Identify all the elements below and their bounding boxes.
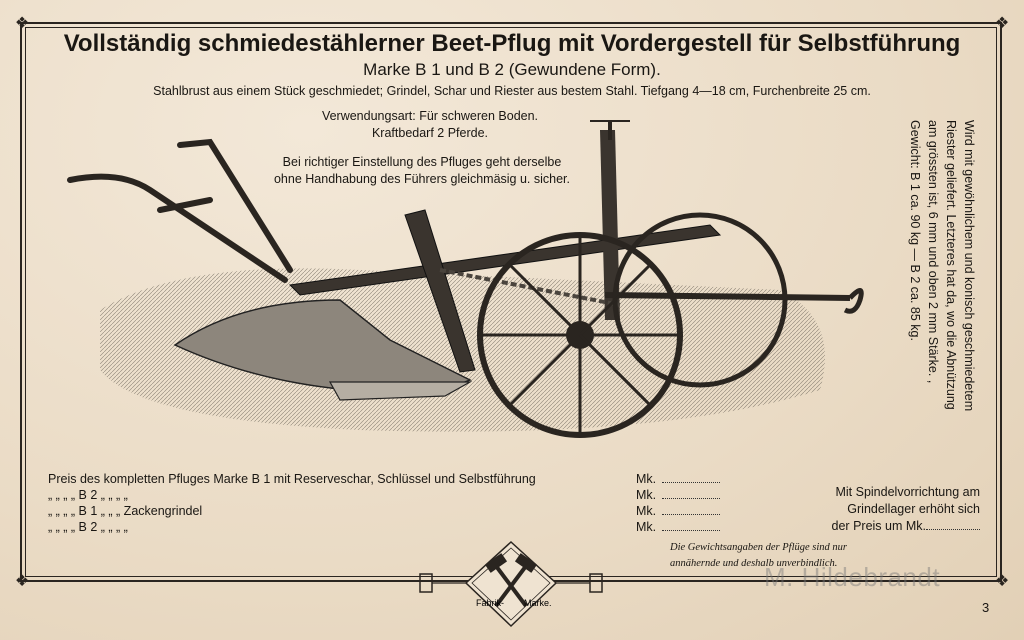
disclaimer-line: Die Gewichtsangaben der Pflüge sind nur: [670, 542, 848, 553]
spindle-line: der Preis um Mk.: [800, 518, 980, 535]
corner-ornament-top-left: ❖: [14, 15, 30, 32]
spindle-line: Mit Spindelvorrichtung am: [835, 485, 980, 499]
page-subtitle: Marke B 1 und B 2 (Gewundene Form).: [363, 60, 661, 79]
price-blank: [662, 514, 720, 515]
price-row-label: „ „ „ „ B 1 „ „ „ Zackengrindel: [48, 504, 203, 518]
corner-ornament-bottom-left: ❖: [14, 573, 30, 590]
disclaimer-line: annähernde und deshalb unverbindlich.: [670, 558, 838, 569]
price-row-label: Preis des kompletten Pfluges Marke B 1 mit Reserveschar, Schlüssel und Selbstführung: [48, 472, 536, 486]
note-line: ohne Handhabung des Führers gleichmäsig u. sicher.: [273, 172, 570, 186]
side-text-line: Riester geliefert. Letzteres hat da, wo die Abnützung: [944, 120, 958, 410]
corner-ornament-top-right: ❖: [994, 15, 1010, 32]
wheel-spokes: [480, 235, 680, 435]
page-number: 3: [982, 600, 990, 615]
vertical-side-text: [868, 120, 978, 450]
currency-label: Mk.: [636, 520, 657, 534]
price-row-label: „ „ „ „ B 2 „ „ „ „: [48, 520, 128, 534]
price-blank: [662, 482, 720, 483]
logo-text-right: Marke.: [524, 598, 552, 608]
spec-line: Stahlbrust aus einem Stück geschmiedet; Grindel, Schar und Riester aus bestem Stahl. Tiefgang 4—18 cm, Furchenbreite 25 cm.: [153, 84, 871, 98]
corner-ornament-bottom-right: ❖: [994, 573, 1010, 590]
note-line: Bei richtiger Einstellung des Pfluges geht derselbe: [282, 155, 562, 169]
currency-label: Mk.: [636, 504, 657, 518]
watermark: M. Hildebrandt: [764, 562, 941, 592]
handles: [70, 142, 290, 280]
side-text-line: am grössten ist, 6 mm und oben 2 mm Stärke. ,: [926, 120, 940, 384]
spindle-note: [800, 484, 980, 535]
tow-bar: [605, 295, 850, 298]
plough-illustration: [60, 120, 880, 460]
trademark-logo: [418, 540, 604, 628]
weight-line: Gewicht: B 1 ca. 90 kg — B 2 ca. 85 kg.: [908, 120, 922, 341]
price-row: [48, 520, 728, 536]
price-row: [48, 472, 728, 488]
price-row: [48, 488, 728, 504]
logo-text-left: Fabrik-: [476, 598, 505, 608]
crank-handle: [590, 120, 630, 140]
side-text-line: Wird mit gewöhnlichem und konisch geschmiedetem: [962, 120, 976, 412]
price-blank: [662, 498, 720, 499]
usage-line: Verwendungsart: Für schweren Boden.: [321, 109, 539, 123]
spindle-line: Grindellager erhöht sich: [847, 502, 980, 516]
price-row: [48, 504, 728, 520]
price-row-label: „ „ „ „ B 2 „ „ „ „: [48, 488, 128, 502]
currency-label: Mk.: [636, 472, 657, 486]
page-title: Vollständig schmiedestählerner Beet-Pflug mit Vordergestell für Selbstführung: [63, 30, 961, 57]
price-blank: [926, 529, 980, 530]
power-requirement: Kraftbedarf 2 Pferde.: [371, 126, 489, 140]
currency-label: Mk.: [636, 488, 657, 502]
price-blank: [662, 530, 720, 531]
